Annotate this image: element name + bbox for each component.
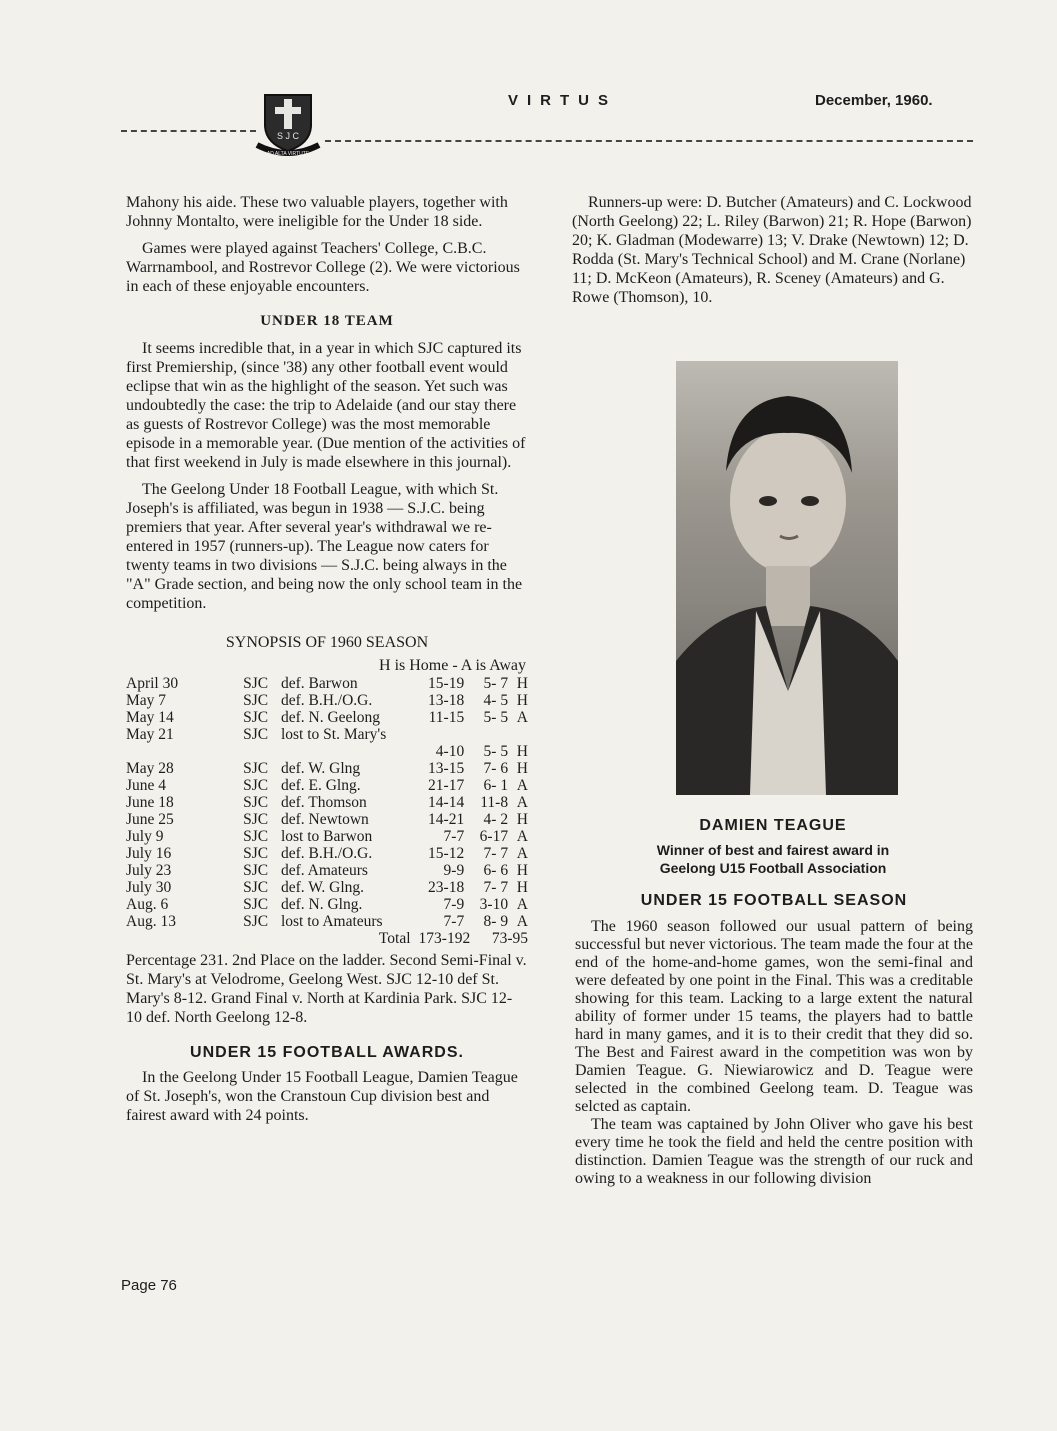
paragraph: Percentage 231. 2nd Place on the ladder. Second Semi-Final v. St. Mary's at Velodrome, Geelong West. SJC 12-10 def St. Mary's 8-12. Grand Final v. North at Kardinia Park. SJC 12-10 def. North Geelong 12-8. — [126, 952, 527, 1026]
synopsis-cell-team: SJC — [243, 879, 269, 896]
synopsis-cell-score2: 7- 7 — [483, 845, 509, 862]
synopsis-cell-result: def. Barwon — [280, 675, 358, 692]
synopsis-cell-venue: H — [516, 862, 528, 879]
synopsis-cell-score1: 15-12 — [428, 845, 465, 862]
section-heading-u15-awards: UNDER 15 FOOTBALL AWARDS. — [190, 1044, 464, 1061]
synopsis-cell-venue: A — [516, 845, 528, 862]
synopsis-cell-result: def. N. Glng. — [280, 896, 363, 913]
synopsis-cell-score1: 7-9 — [443, 896, 465, 913]
synopsis-cell-venue: A — [516, 828, 528, 845]
synopsis-cell-date: May 14 — [126, 709, 174, 726]
paragraph: Mahony his aide. These two valuable players, together with Johnny Montalto, were ineligible for the Under 18 side. — [126, 194, 508, 230]
synopsis-row — [126, 896, 528, 913]
section-heading-under18: UNDER 18 TEAM — [260, 313, 394, 329]
synopsis-cell-team: SJC — [243, 709, 269, 726]
synopsis-cell-date: June 18 — [126, 794, 174, 811]
synopsis-cell-date: June 25 — [126, 811, 174, 828]
synopsis-cell-date: Aug. 13 — [126, 913, 176, 930]
synopsis-cell-result: def. W. Glng. — [280, 879, 365, 896]
synopsis-cell-venue: H — [516, 811, 528, 828]
synopsis-cell-date: April 30 — [126, 675, 179, 692]
synopsis-row — [126, 709, 528, 726]
synopsis-cell-score1: 14-14 — [428, 794, 465, 811]
synopsis-cell-score1: 13-15 — [428, 760, 465, 777]
synopsis-cell-team: SJC — [243, 760, 269, 777]
synopsis-row — [126, 692, 528, 709]
journal-title: VIRTUS — [508, 92, 618, 109]
synopsis-cell-score1: 11-15 — [428, 709, 465, 726]
synopsis-cell-result: def. E. Glng. — [280, 777, 361, 794]
synopsis-row — [126, 726, 528, 743]
synopsis-cell-team: SJC — [243, 777, 269, 794]
synopsis-row — [126, 743, 528, 760]
synopsis-cell-date: Aug. 6 — [126, 896, 169, 913]
synopsis-cell-date — [126, 743, 243, 760]
synopsis-cell-score2: 4- 2 — [483, 811, 509, 828]
synopsis-cell-score2: 7- 6 — [483, 760, 509, 777]
synopsis-cell-venue: H — [516, 879, 528, 896]
synopsis-cell-result: def. B.H./O.G. — [280, 845, 373, 862]
synopsis-cell-score1 — [419, 726, 471, 743]
portrait-photo — [676, 361, 898, 795]
synopsis-cell-result — [281, 743, 419, 760]
synopsis-cell-score2: 7- 7 — [483, 879, 509, 896]
paragraph: The Geelong Under 18 Football League, with which St. Joseph's is affiliated, was begun in 1938 — S.J.C. being premiers that year. After several year's withdrawal we re-entered in 1957 (runners-up). The League now caters for twenty teams in two divisions — S.J.C. being always in the "A" Grade section, and being now the only school team in the competition. — [126, 481, 523, 612]
synopsis-cell-date: May 7 — [126, 692, 167, 709]
synopsis-cell-result: lost to St. Mary's — [280, 726, 387, 743]
caption-line: Winner of best and fairest award in — [656, 842, 890, 858]
synopsis-cell-score1: 15-19 — [428, 675, 465, 692]
synopsis-cell-team: SJC — [243, 726, 269, 743]
synopsis-row — [126, 862, 528, 879]
header-rule-right — [325, 140, 973, 142]
caption-line: Geelong U15 Football Association — [659, 860, 887, 876]
synopsis-row — [126, 879, 528, 896]
synopsis-row — [126, 777, 528, 794]
synopsis-row — [126, 845, 528, 862]
paragraph: It seems incredible that, in a year in which SJC captured its first Premiership, (since '38) any other football event would eclipse that win as the highlight of the season. Yet such was undoubtedly the case: the trip to Adelaide (and our stay there as guests of Rostrevor College) was the most memorable episode in a memorable year. (Due mention of the activities of that first weekend in July is made elsewhere in this journal). — [126, 340, 526, 471]
synopsis-cell-team: SJC — [243, 675, 269, 692]
synopsis-legend: H is Home - A is Away — [379, 657, 526, 674]
synopsis-cell-venue: A — [516, 896, 528, 913]
synopsis-cell-venue — [508, 726, 528, 743]
synopsis-cell-venue: H — [516, 675, 528, 692]
synopsis-cell-venue: H — [516, 743, 528, 760]
synopsis-row — [126, 811, 528, 828]
synopsis-cell-venue: H — [516, 760, 528, 777]
synopsis-cell-score2: 4- 5 — [483, 692, 509, 709]
synopsis-cell-score2: 6- 1 — [483, 777, 509, 794]
synopsis-cell-result: def. Thomson — [280, 794, 367, 811]
synopsis-cell-score1: 14-21 — [428, 811, 465, 828]
synopsis-cell-result: def. B.H./O.G. — [280, 692, 373, 709]
synopsis-cell-result: lost to Barwon — [280, 828, 373, 845]
right-column-top — [572, 193, 974, 315]
synopsis-cell-date: May 21 — [126, 726, 174, 743]
header-rule-left — [121, 130, 256, 132]
synopsis-cell-date: June 4 — [126, 777, 167, 794]
synopsis-cell-team: SJC — [243, 811, 269, 828]
synopsis-cell-score2: 5- 7 — [483, 675, 509, 692]
synopsis-cell-date: May 28 — [126, 760, 174, 777]
synopsis-cell-venue: A — [516, 777, 528, 794]
synopsis-cell-venue: A — [516, 709, 528, 726]
synopsis-row — [126, 760, 528, 777]
svg-text:AD ALTA VIRTUTE: AD ALTA VIRTUTE — [266, 151, 310, 157]
left-column — [126, 193, 528, 1133]
synopsis-cell-result: def. N. Geelong — [280, 709, 380, 726]
synopsis-cell-score1: 7-7 — [443, 828, 465, 845]
paragraph: The team was captained by John Oliver who gave his best every time he took the field and held the centre position with distinction. Damien Teague was the strength of our ruck and owing to a weakness in our following division — [575, 1116, 973, 1187]
synopsis-cell-team: SJC — [243, 794, 269, 811]
photo-caption — [572, 817, 974, 877]
synopsis-cell-team: SJC — [243, 913, 269, 930]
synopsis-cell-date: July 23 — [126, 862, 172, 879]
synopsis-cell-score2: 6- 6 — [483, 862, 509, 879]
section-heading-u15-season: UNDER 15 FOOTBALL SEASON — [640, 892, 908, 909]
synopsis-cell-result: def. Newtown — [280, 811, 369, 828]
synopsis-cell-date: July 9 — [126, 828, 164, 845]
synopsis-table — [126, 675, 528, 947]
synopsis-cell-team: SJC — [243, 828, 269, 845]
synopsis-cell-venue: A — [516, 794, 528, 811]
paragraph: The 1960 season followed our usual pattern of being successful but never victorious. The team made the four at the end of the home-and-home games, won the semi-final and were defeated by one point in the Final. This was a creditable showing for this team. Lacking to a large extent the natural ability of former under 15 teams, the players had to battle hard in many games, and it is to their credit that they did so. The Best and Fairest award in the competition was won by Damien Teague. G. Niewiarowicz and D. Teague were selected in the combined Geelong team. D. Teague was selcted as captain. — [575, 918, 973, 1115]
synopsis-title: SYNOPSIS OF 1960 SEASON — [225, 634, 429, 651]
synopsis-cell-team: SJC — [243, 862, 269, 879]
synopsis-cell-score2: 11-8 — [480, 794, 509, 811]
synopsis-cell-score2 — [470, 726, 508, 743]
synopsis-cell-team: SJC — [243, 845, 269, 862]
synopsis-cell-venue: H — [516, 692, 528, 709]
synopsis-cell-date: July 16 — [126, 845, 172, 862]
synopsis-cell-score2: 6-17 — [479, 828, 509, 845]
synopsis-cell-score2: 3-10 — [479, 896, 509, 913]
synopsis-cell-score2: 5- 5 — [483, 709, 509, 726]
synopsis-cell-score1: 4-10 — [435, 743, 465, 760]
synopsis-cell-team: SJC — [243, 692, 269, 709]
paragraph: Runners-up were: D. Butcher (Amateurs) and C. Lockwood (North Geelong) 22; L. Riley (Barwon) 21; R. Hope (Barwon) 20; K. Gladman (Modewarre) 13; V. Drake (Newtown) 12; D. Rodda (St. Mary's Technical School) and M. Crane (Norlane) 11; D. McKeon (Amateurs), R. Sceney (Amateurs) and G. Rowe (Thomson), 10. — [572, 194, 972, 306]
right-column-bottom — [575, 892, 973, 1188]
synopsis-cell-date: July 30 — [126, 879, 172, 896]
synopsis-row — [126, 913, 528, 930]
school-crest-logo — [253, 87, 323, 157]
caption-name: DAMIEN TEAGUE — [699, 817, 847, 834]
synopsis-cell-score1: 13-18 — [428, 692, 465, 709]
synopsis-cell-result: def. W. Glng — [280, 760, 361, 777]
paragraph: In the Geelong Under 15 Football League, Damien Teague of St. Joseph's, won the Cranstoun Cup division best and fairest award with 24 points. — [126, 1069, 518, 1124]
paragraph: Games were played against Teachers' College, C.B.C. Warrnambool, and Rostrevor College (2). We were victorious in each of these enjoyable encounters. — [126, 240, 520, 295]
synopsis-row — [126, 828, 528, 845]
synopsis-cell-score1: 23-18 — [428, 879, 465, 896]
synopsis-cell-score1: 7-7 — [443, 913, 465, 930]
synopsis-cell-score1: 21-17 — [428, 777, 465, 794]
synopsis-cell-team — [243, 743, 281, 760]
page-number: Page 76 — [121, 1277, 177, 1294]
synopsis-cell-score2: 8- 9 — [483, 913, 509, 930]
synopsis-cell-result: lost to Amateurs — [280, 913, 383, 930]
svg-text:S J C: S J C — [276, 131, 300, 141]
synopsis-cell-score1: 9-9 — [443, 862, 465, 879]
synopsis-cell-result: def. Amateurs — [280, 862, 368, 879]
synopsis-cell-venue: A — [516, 913, 528, 930]
issue-date: December, 1960. — [815, 92, 933, 109]
synopsis-cell-score2: 5- 5 — [483, 743, 509, 760]
synopsis-row — [126, 794, 528, 811]
synopsis-row — [126, 675, 528, 692]
synopsis-total-row: Total 173-192 73-95 — [378, 930, 528, 947]
synopsis-cell-team: SJC — [243, 896, 269, 913]
